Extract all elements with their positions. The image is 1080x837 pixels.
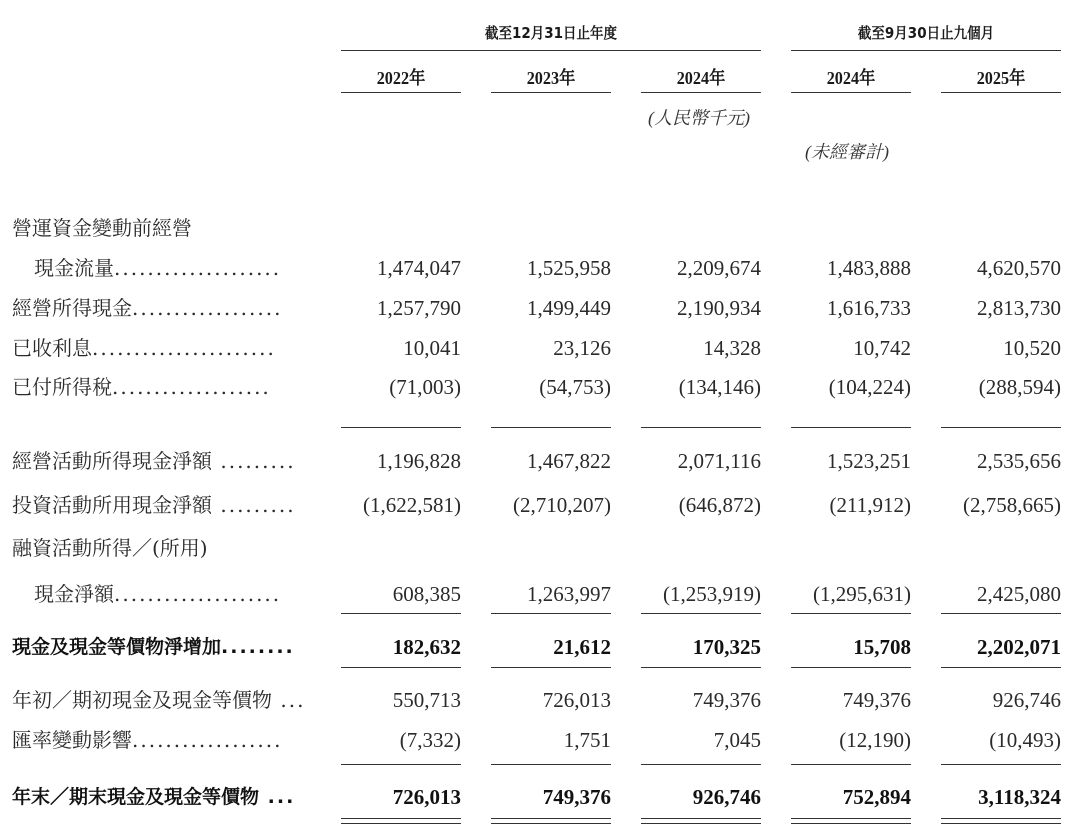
cell-2025-9m: 2,202,071 <box>977 635 1061 659</box>
cell-2024-9m: 1,616,733 <box>827 296 911 320</box>
cell-2023: (2,710,207) <box>513 493 611 517</box>
row-label: 年末／期末現金及現金等價物 ... <box>12 786 296 808</box>
subtotal-rule <box>941 764 1061 765</box>
cell-2023: 21,612 <box>553 635 611 659</box>
cell-2024: (646,872) <box>678 493 761 517</box>
cell-2022: (1,622,581) <box>363 493 461 517</box>
cell-2024-9m: (12,190) <box>839 728 911 752</box>
row-label: 融資活動所得／(所用) <box>12 536 208 560</box>
cell-2024: (134,146) <box>678 375 761 399</box>
row-label: 營運資金變動前經營 <box>12 216 192 240</box>
cell-2023: 1,263,997 <box>527 582 611 606</box>
cell-2023: 1,525,958 <box>527 256 611 280</box>
double-underline <box>941 818 1061 824</box>
year-rule <box>491 92 611 93</box>
subtotal-rule <box>941 427 1061 428</box>
double-underline <box>791 818 911 824</box>
cell-2025-9m: 2,425,080 <box>977 582 1061 606</box>
cell-2023: 1,467,822 <box>527 449 611 473</box>
cell-2024-9m: 1,483,888 <box>827 256 911 280</box>
subtotal-rule <box>791 427 911 428</box>
subtotal-rule <box>641 667 761 668</box>
table-row <box>0 210 1080 246</box>
year-header-2025-9m: 2025年 <box>976 68 1026 88</box>
cell-2024: 14,328 <box>703 336 761 360</box>
table-row <box>0 530 1080 566</box>
year-header-2024: 2024年 <box>676 68 726 88</box>
row-label: 年初／期初現金及現金等價物 ... <box>12 688 306 712</box>
cell-2022: (71,003) <box>389 375 461 399</box>
cell-2025-9m: 2,813,730 <box>977 296 1061 320</box>
cell-2024-9m: 10,742 <box>853 336 911 360</box>
cell-2024-9m: 15,708 <box>853 635 911 659</box>
cell-2023: (54,753) <box>539 375 611 399</box>
subtotal-rule <box>491 427 611 428</box>
cell-2024-9m: 749,376 <box>842 688 911 712</box>
row-label: 現金及現金等價物淨增加........ <box>12 636 295 658</box>
cell-2024-9m: 752,894 <box>842 785 911 809</box>
double-underline <box>341 818 461 824</box>
table-row <box>0 290 1080 326</box>
cell-2022: 608,385 <box>392 582 461 606</box>
subtotal-rule <box>791 613 911 614</box>
cell-2022: 726,013 <box>392 785 461 809</box>
row-label: 現金流量.................... <box>34 256 282 280</box>
cell-2024: 170,325 <box>692 635 761 659</box>
row-label: 匯率變動影響.................. <box>12 728 283 752</box>
subtotal-rule <box>641 613 761 614</box>
group-rule-nine-months <box>791 50 1061 51</box>
cell-2022: (7,332) <box>399 728 461 752</box>
year-header-2023: 2023年 <box>526 68 576 88</box>
cell-2022: 182,632 <box>392 635 461 659</box>
double-underline <box>641 818 761 824</box>
table-row <box>0 682 1080 718</box>
table-row <box>0 250 1080 286</box>
group-header-nine-months: 截至9月30日止九個月 <box>857 24 995 42</box>
cell-2022: 1,257,790 <box>377 296 461 320</box>
cell-2025-9m: 10,520 <box>1003 336 1061 360</box>
cell-2025-9m: 926,746 <box>992 688 1061 712</box>
row-label: 已收利息...................... <box>12 336 276 360</box>
cell-2025-9m: (2,758,665) <box>963 493 1061 517</box>
cell-2022: 1,196,828 <box>377 449 461 473</box>
table-row-grand-total <box>0 779 1080 815</box>
subtotal-rule <box>941 613 1061 614</box>
year-rule <box>341 92 461 93</box>
cell-2024: 2,209,674 <box>677 256 761 280</box>
year-header-2024-9m: 2024年 <box>826 68 876 88</box>
unaudited-note: (未經審計) <box>805 142 889 162</box>
cell-2024-9m: (104,224) <box>828 375 911 399</box>
subtotal-rule <box>341 613 461 614</box>
cell-2024: 926,746 <box>692 785 761 809</box>
year-rule <box>641 92 761 93</box>
subtotal-rule <box>941 667 1061 668</box>
cell-2024-9m: (1,295,631) <box>813 582 911 606</box>
cell-2023: 749,376 <box>542 785 611 809</box>
group-header-annual: 截至12月31日止年度 <box>484 24 618 42</box>
cell-2025-9m: (10,493) <box>989 728 1061 752</box>
row-label: 已付所得稅................... <box>12 375 271 399</box>
row-label: 經營活動所得現金淨額 ......... <box>12 449 296 473</box>
cell-2025-9m: 2,535,656 <box>977 449 1061 473</box>
subtotal-rule <box>491 764 611 765</box>
cell-2022: 10,041 <box>403 336 461 360</box>
cell-2024: 2,071,116 <box>677 449 761 473</box>
cell-2023: 23,126 <box>553 336 611 360</box>
table-row <box>0 369 1080 405</box>
cell-2022: 1,474,047 <box>377 256 461 280</box>
table-row <box>0 443 1080 479</box>
subtotal-rule <box>491 613 611 614</box>
cell-2024: 7,045 <box>713 728 761 752</box>
subtotal-rule <box>491 667 611 668</box>
subtotal-rule <box>341 667 461 668</box>
cell-2024: (1,253,919) <box>663 582 761 606</box>
cell-2023: 1,751 <box>563 728 611 752</box>
table-row <box>0 487 1080 523</box>
cell-2025-9m: 4,620,570 <box>977 256 1061 280</box>
subtotal-rule <box>641 764 761 765</box>
row-label: 投資活動所用現金淨額 ......... <box>12 493 296 517</box>
year-rule <box>941 92 1061 93</box>
cell-2025-9m: (288,594) <box>978 375 1061 399</box>
year-header-2022: 2022年 <box>376 68 426 88</box>
row-label: 經營所得現金.................. <box>12 296 283 320</box>
row-label: 現金淨額.................... <box>34 582 282 606</box>
subtotal-rule <box>791 764 911 765</box>
subtotal-rule <box>791 667 911 668</box>
cell-2023: 1,499,449 <box>527 296 611 320</box>
currency-note: (人民幣千元) <box>648 108 750 128</box>
double-underline <box>491 818 611 824</box>
table-row <box>0 722 1080 758</box>
cell-2023: 726,013 <box>542 688 611 712</box>
subtotal-rule <box>341 764 461 765</box>
cell-2024-9m: (211,912) <box>829 493 911 517</box>
cell-2024: 2,190,934 <box>677 296 761 320</box>
table-row <box>0 330 1080 366</box>
table-row-total <box>0 629 1080 665</box>
cell-2024-9m: 1,523,251 <box>827 449 911 473</box>
group-rule-annual <box>341 50 761 51</box>
year-rule <box>791 92 911 93</box>
cell-2022: 550,713 <box>392 688 461 712</box>
table-row <box>0 576 1080 612</box>
subtotal-rule <box>641 427 761 428</box>
subtotal-rule <box>341 427 461 428</box>
cell-2025-9m: 3,118,324 <box>978 785 1061 809</box>
cell-2024: 749,376 <box>692 688 761 712</box>
